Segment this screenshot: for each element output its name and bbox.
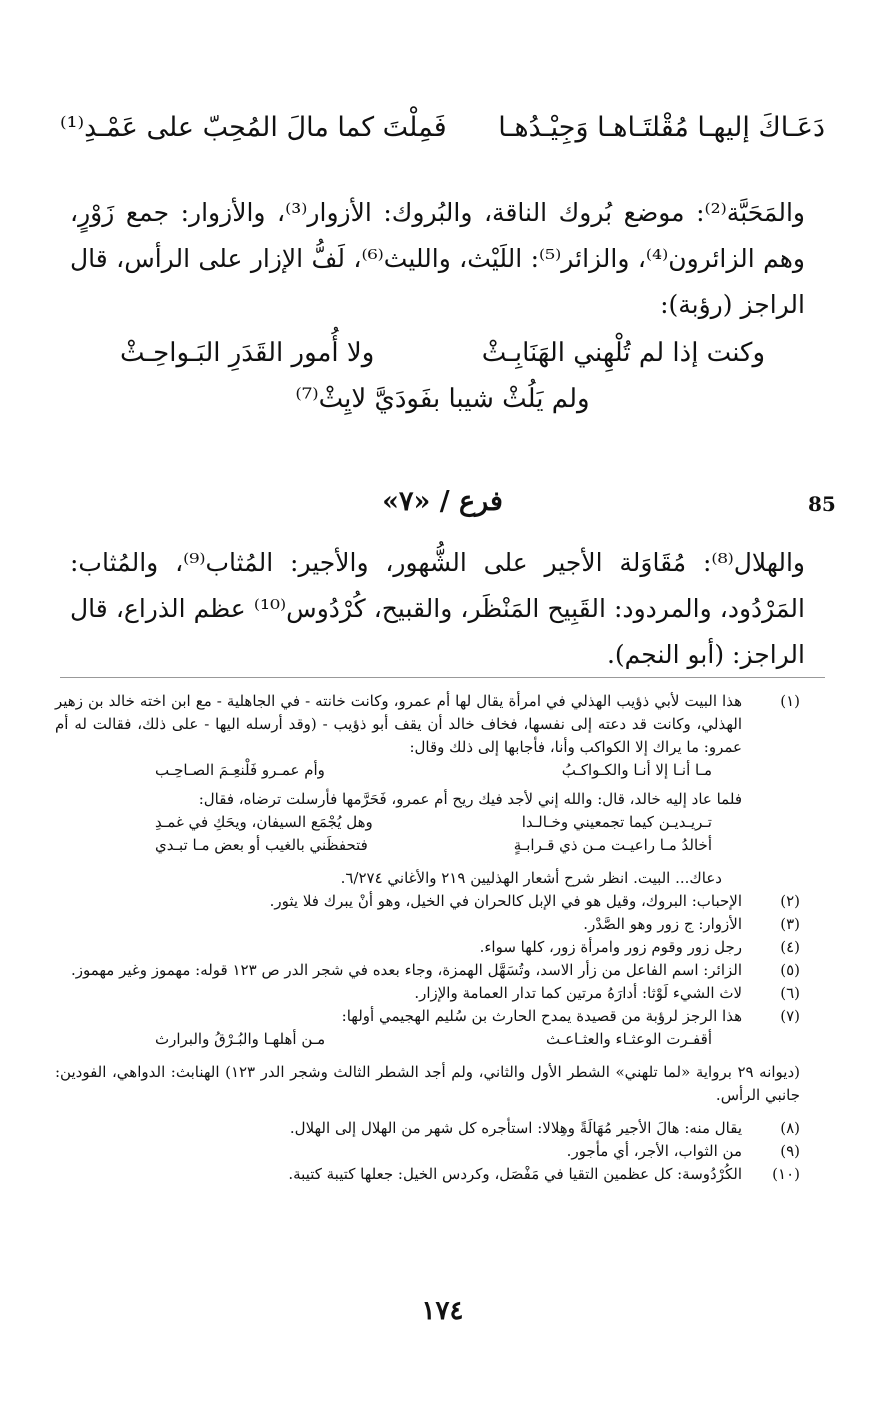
footnote-number: (٨) [780,1119,800,1137]
footnote-text: الزائر: اسم الفاعل من زأر الاسد، وتُسَهَّل الهمزة، وجاء بعده في شجر الدر ص ١٢٣ قوله: مهموز وغير مهموز. [70,961,742,979]
poem-left: مـن أهلهـا والبُـرْقُ والبرارث [155,1030,326,1048]
rajaz-line-1-left: ولا أُمور القَدَرِ البَـواحِـثْ [120,338,375,368]
footnote-6 [55,982,800,1005]
footnote-7 [55,1005,800,1051]
margin-page-number: 85 [808,492,836,516]
footnote-text: لاث الشيء لَوْثا: أدارَهُ مرتين كما تدار العمامة والإزار. [414,984,742,1002]
footnote-1 [55,690,800,890]
footnote-poem-line [85,1028,712,1051]
verse-left-hemistich: فَمِلْتَ كما مالَ المُحِبّ على عَمْـدِ⁽¹⁾ [60,112,447,143]
footnote-text: الإحباب: البروك، وقيل هو في الإبل كالحران في الخيل، وهو أنْ يبرك فلا يثور. [269,892,742,910]
footnotes [55,690,800,1186]
footnote-text: هذا الرجز لرؤبة من قصيدة يمدح الحارث بن سُليم الهجيمي أولها: [341,1007,742,1025]
footnote-3 [55,913,800,936]
footnote-text: فلما عاد إليه خالد، قال: والله إني لأجد فيك ريح أم عمرو، فَحَرَّمها فأرسلت ترضاه، فقال: [198,790,742,808]
footnote-poem-line [85,759,712,782]
footnote-number: (٩) [780,1142,800,1160]
poem-left: وهل يُجْمَع السيفان، ويحَكِ في غمـدِ [155,813,373,831]
footnote-text: من الثواب، الأجر، أي مأجور. [566,1142,742,1160]
footnote-9 [55,1140,800,1163]
footnote-text: (ديوانه ٢٩ برواية «لما تلهني» الشطر الأول والثاني، ولم أجد الشطر الثالث وشجر الدر ١٢٣) الهنابث: الدواهي، الفودين: جانبي الرأس. [55,1063,801,1104]
poem-right: تـريـديـن كيما تجمعيني وخـالـدا [521,813,712,831]
footnote-text: الأزوار: ج زور وهو الصَّدْر. [583,915,742,933]
footnote-number: (٤) [780,938,800,956]
poem-right: أخالدُ مـا راعيـت مـن ذي قـرابـةٍ [513,836,712,854]
footnote-10 [55,1163,800,1186]
footnote-number: (٥) [780,961,800,979]
rajaz-verse [120,338,765,430]
footnote-number: (٣) [780,915,800,933]
footnote-2 [55,890,800,913]
page-number: ١٧٤ [421,1296,464,1326]
footnote-poem-line [85,811,712,834]
paragraph-2: والهلال⁽⁸⁾: مُقَاوَلة الأجير على الشُّهور، والأجير: المُثاب⁽⁹⁾، والمُثاب: المَرْدُود، والمردود: القَبِيح المَنْظَر، والقبيح، كُرْدُوس⁽¹⁰⁾ عظم الذراع، قال الراجز: (أبو النجم). [70,548,805,669]
section-heading: فرع / «٧» [382,486,503,517]
footnote-8 [55,1117,800,1140]
footnote-number: (١) [780,692,800,710]
rajaz-line-2: ولم يَلُثْ شيبا بفَودَيَّ لايِثْ⁽⁷⁾ [295,384,590,414]
verse-right-hemistich: دَعَـاكَ إليهـا مُقْلتَـاهـا وَجِيْـدُهـا [498,112,825,143]
poem-left: وأم عمـرو فَلْنعِـمَ الصـاحِـب [155,761,325,779]
opening-verse [60,112,825,168]
footnote-text: يقال منه: هالَ الأجير مُهَالَةً وهِلالا: استأجره كل شهر من الهلال إلى الهلال. [289,1119,742,1137]
footnote-text: دعاك... البيت. انظر شرح أشعار الهذليين ٢١٩ والأغاني ٦/٢٧٤. [340,869,722,887]
footnote-number: (٧) [780,1007,800,1025]
footnote-text: الكُرْدُوسة: كل عظمين التقيا في مَفْصَل، وكردس الخيل: جعلها كتيبة كتيبة. [288,1165,742,1183]
rajaz-line-1-right: وكنت إذا لم تُلْهِني الهَنَابِـثْ [481,338,765,368]
footnote-5 [55,959,800,982]
paragraph-1: والمَحَبَّة⁽²⁾: موضع بُروك الناقة، والبُروك: الأزوار⁽³⁾، والأزوار: جمع زَوْرٍ، وهم الزائرون⁽⁴⁾، والزائر⁽⁵⁾: اللَيْث، والليث⁽⁶⁾، لَفُّ الإزار على الرأس، قال الراجز (رؤبة): [70,198,805,319]
footnote-number: (٦) [780,984,800,1002]
footnote-divider [60,677,825,678]
poem-right: مـا أنـا إلا أنـا والكـواكـبُ [561,761,712,779]
footnote-4 [55,936,800,959]
poem-left: فتحفظَني بالغيب أو بعض مـا تبـدي [155,836,368,854]
footnote-number: (٢) [780,892,800,910]
footnote-text: هذا البيت لأبي ذؤيب الهذلي في امرأة يقال لها أم عمرو، وكانت خانته - في الجاهلية - مع ابن اخته خالد بن زهير الهذلي، وكانت قد دعته إلى نفسها، فخاف خالد أن يقف أبو ذؤيب - (وقد أرسله اليها - على ذلك، فقالت له أم عمرو: ما يراك إلا الكواكب وأنا، فأجابها إلى ذلك وقال: [55,692,742,756]
footnote-poem-line [85,834,712,857]
footnote-7-continuation [55,1061,800,1107]
poem-right: أقفـرت الوعثـاء والعثـاعـث [545,1030,712,1048]
footnote-number: (١٠) [772,1165,800,1183]
footnote-text: رجل زور وقوم زور وامرأة زور، كلها سواء. [479,938,742,956]
